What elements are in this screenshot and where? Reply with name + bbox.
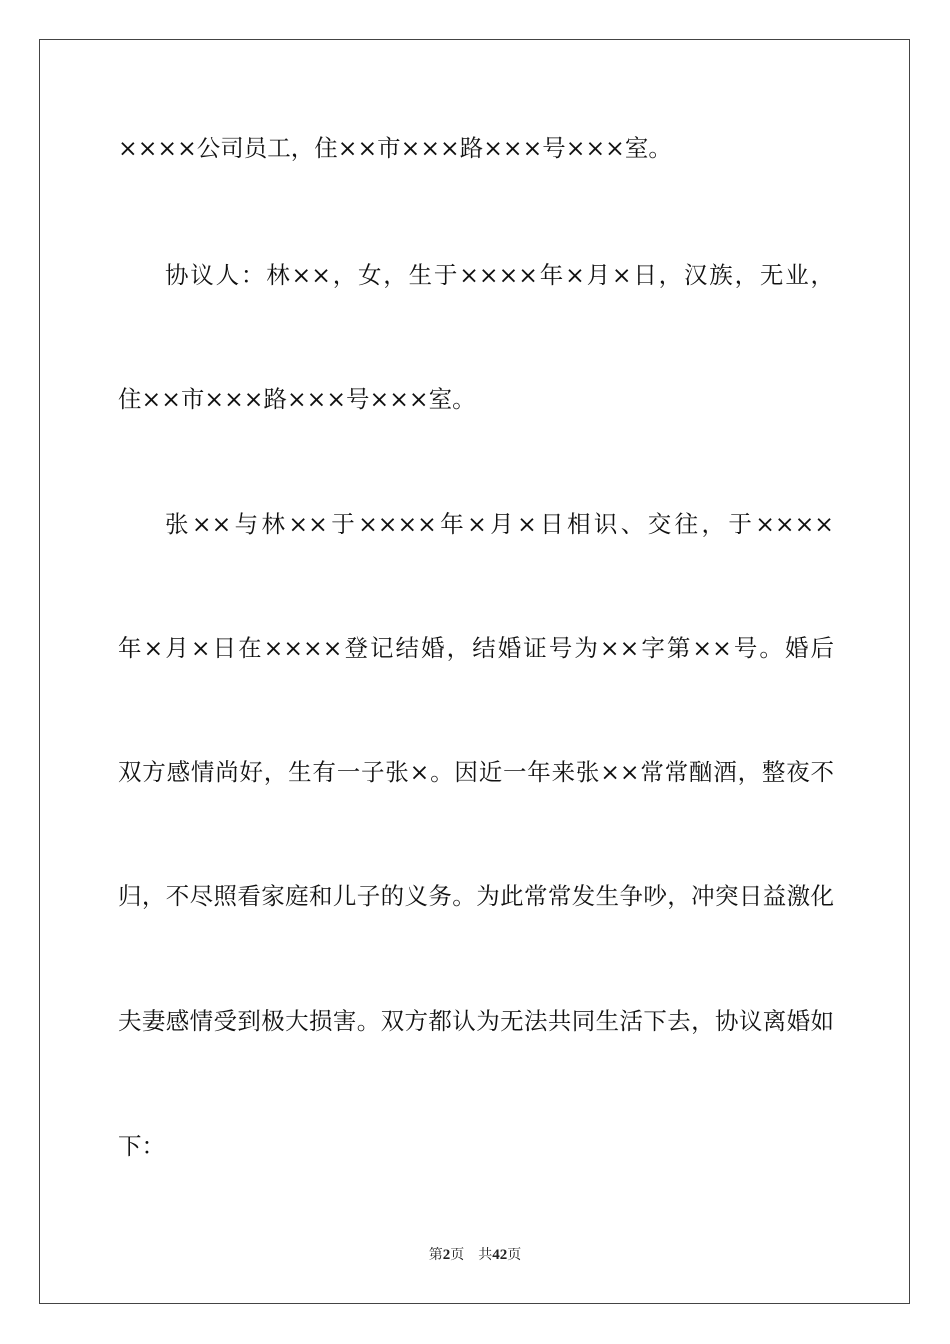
text-line-6: 双方感情尚好，生有一子张×。因近一年来张××常常酗酒，整夜不 [118,758,834,786]
text-line-8: 夫妻感情受到极大损害。双方都认为无法共同生活下去，协议离婚如 [118,1007,834,1035]
text-line-3: 住××市×××路×××号×××室。 [118,385,476,413]
text-line-9: 下： [118,1132,165,1160]
footer-page-prefix: 第 [428,1247,443,1263]
text-line-1: ××××公司员工，住××市×××路×××号×××室。 [118,134,672,162]
page-border [39,39,910,1304]
footer-page-number: 2 [442,1247,451,1263]
page-footer [0,1246,950,1264]
footer-total-pages: 42 [492,1247,508,1263]
text-line-4: 张××与林××于××××年×月×日相识、交往，于×××× [165,510,834,538]
text-line-7: 归，不尽照看家庭和儿子的义务。为此常常发生争吵，冲突日益激化 [118,882,834,910]
footer-total-prefix: 共 [478,1247,493,1263]
text-line-2: 协议人：林××，女，生于××××年×月×日，汉族，无业， [165,261,834,289]
footer-page-suffix: 页 [450,1247,465,1263]
text-line-5: 年×月×日在××××登记结婚，结婚证号为××字第××号。婚后 [118,634,834,662]
footer-total-suffix: 页 [507,1247,522,1263]
